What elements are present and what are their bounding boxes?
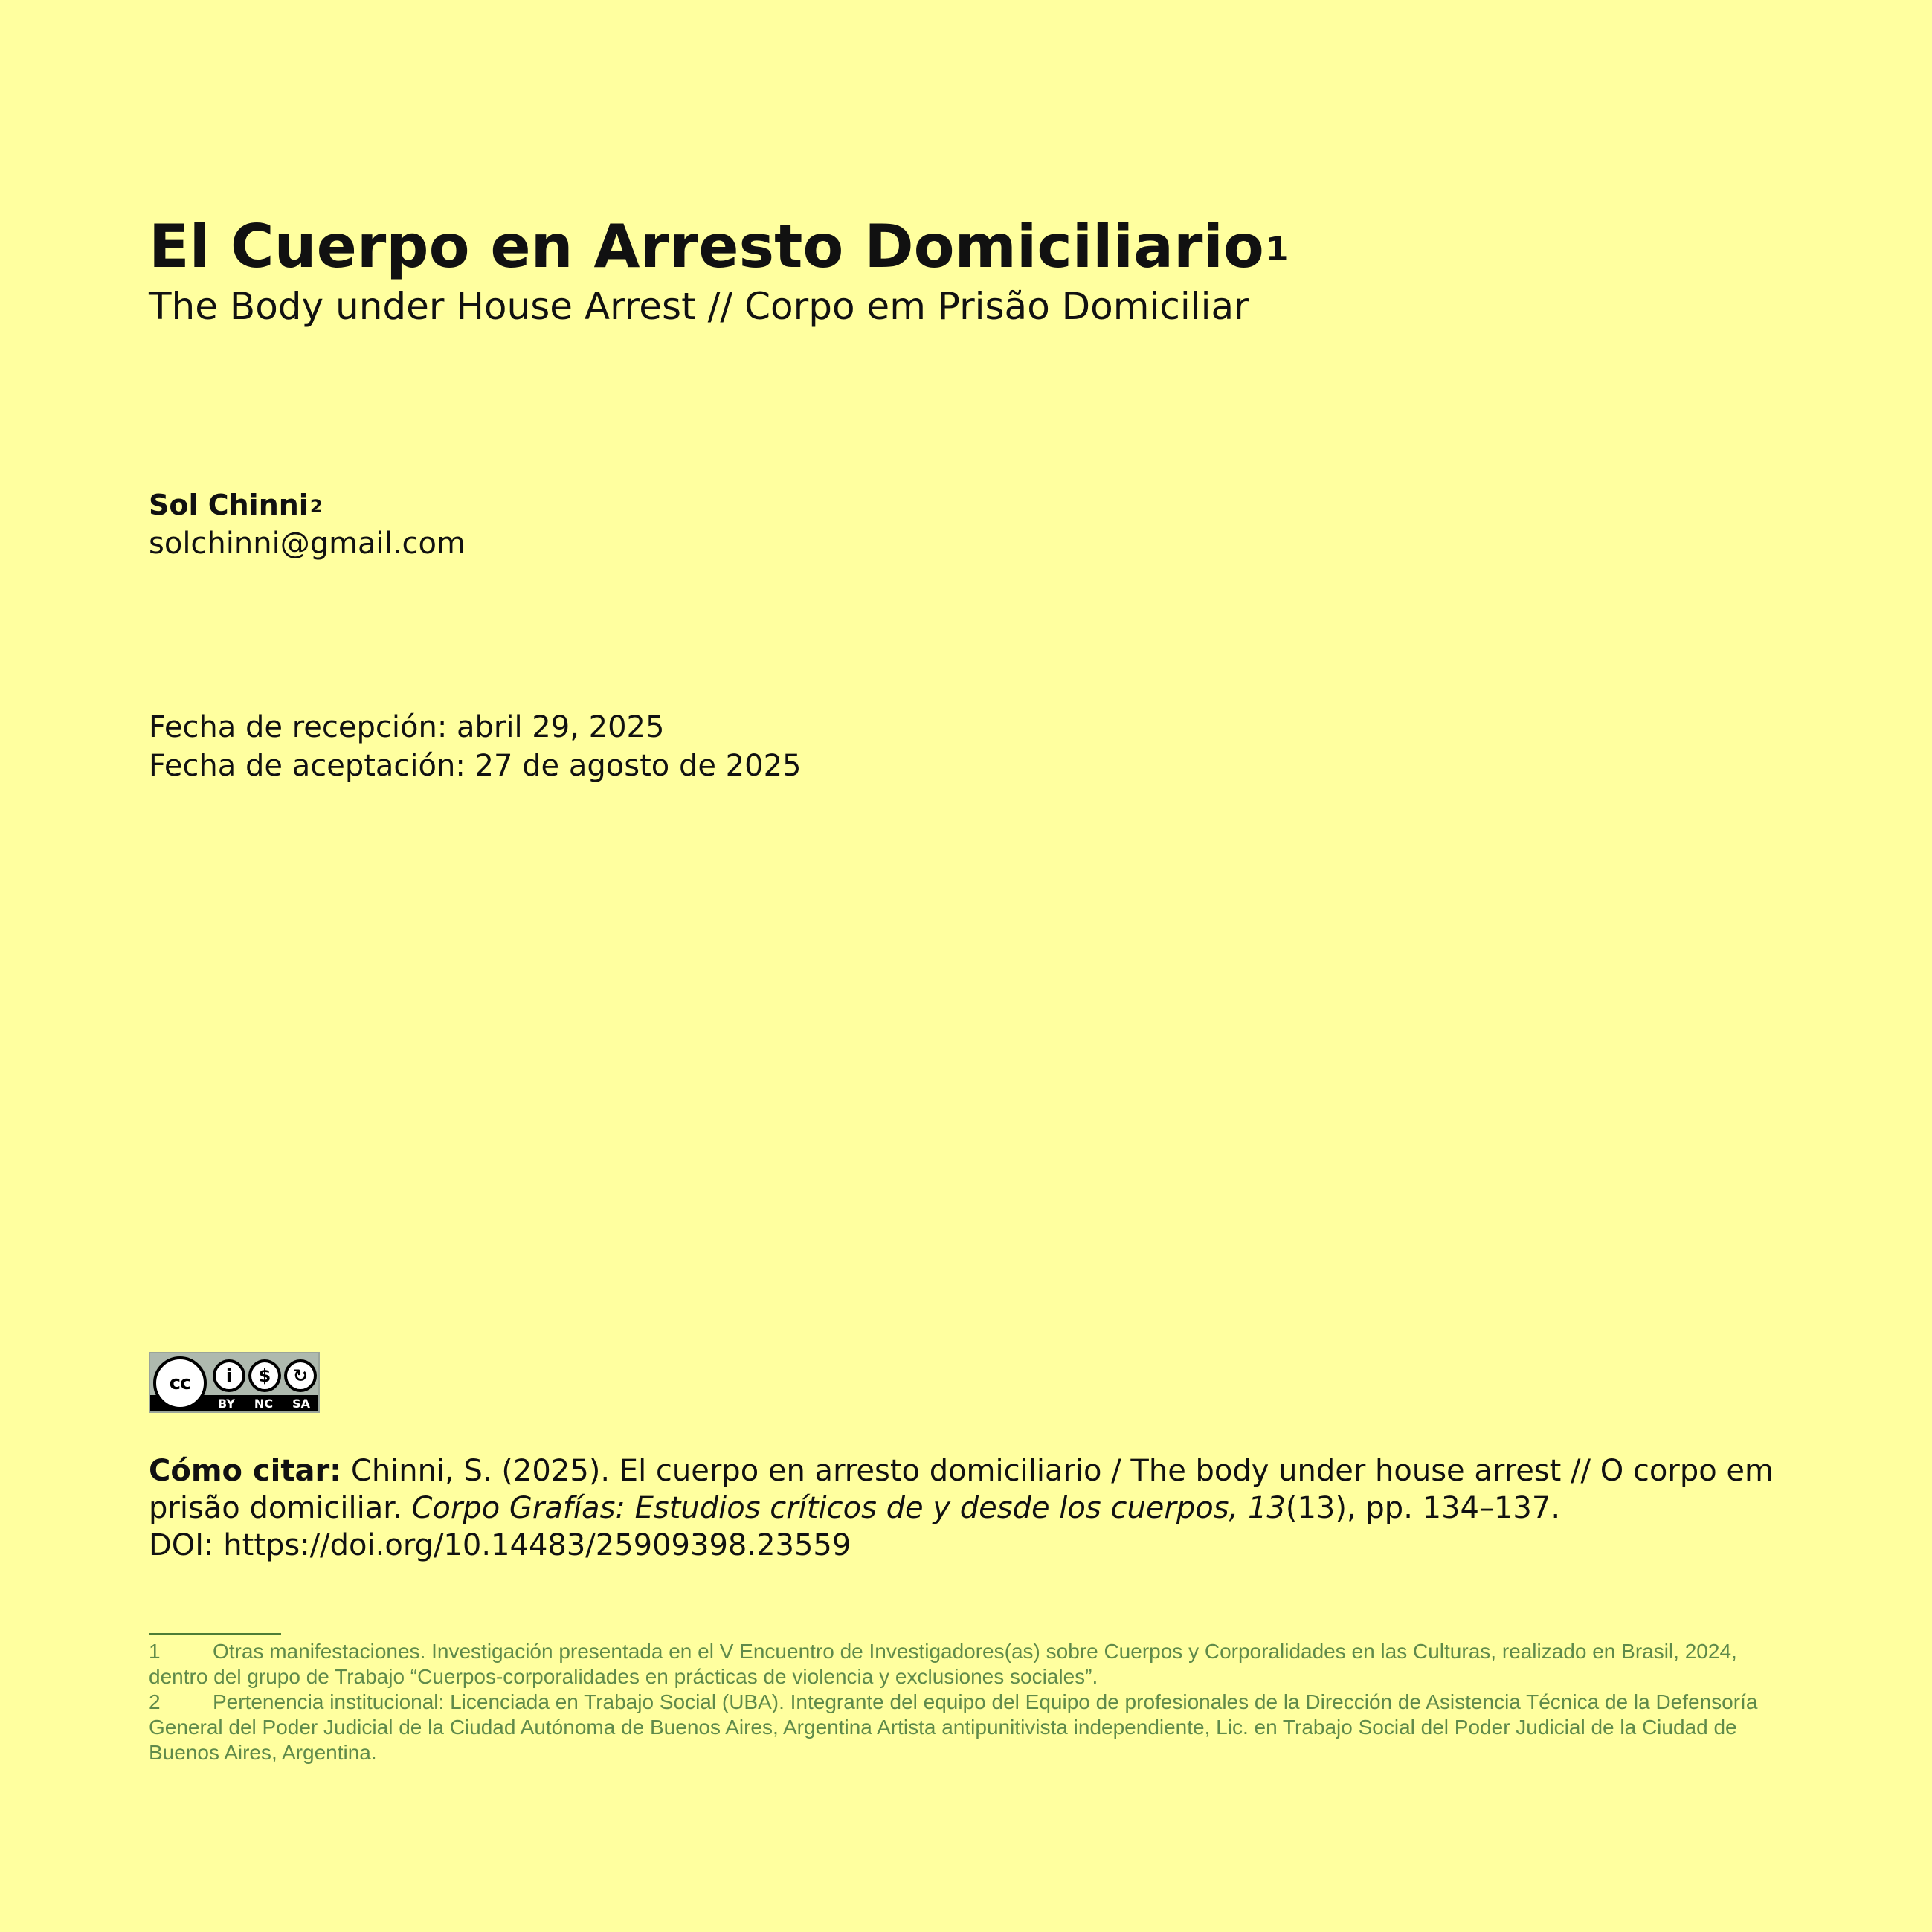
article-title-text: El Cuerpo en Arresto Domiciliario	[149, 212, 1264, 281]
footnote-text: Otras manifestaciones. Investigación presentada en el V Encuentro de Investigadores(as) sobre Cuerpos y Corporalidades en las Culturas, realizado en Brasil, 2024, dentro del grupo de Trabajo “Cuerpos-corporalidades en prácticas de violencia y exclusiones sociales”.	[149, 1640, 1737, 1688]
footnote-text: Pertenencia institucional: Licenciada en Trabajo Social (UBA). Integrante del equipo del Equipo de profesionales de la Dirección de Asistencia Técnica de la Defensoría General del Poder Judicial de la Ciudad Autónoma de Buenos Aires, Argentina Artista antipunitivista independiente, Lic. en Trabajo Social del Poder Judicial de la Ciudad de Buenos Aires, Argentina.	[149, 1690, 1758, 1764]
article-subtitle: The Body under House Arrest // Corpo em Prisão Domiciliar	[149, 285, 1249, 328]
sharealike-icon: ↻	[284, 1359, 317, 1392]
author-footnote-ref[interactable]: 2	[309, 496, 323, 517]
author-name-text: Sol Chinni	[149, 489, 309, 521]
cc-sa-label: SA	[292, 1397, 310, 1411]
date-accepted: Fecha de aceptación: 27 de agosto de 2025	[149, 749, 802, 783]
footnote-number: 2	[149, 1690, 161, 1713]
citation-issue-pages: (13), pp. 134–137.	[1285, 1491, 1561, 1525]
citation-journal: Corpo Grafías: Estudios críticos de y desde los cuerpos, 13	[411, 1491, 1286, 1525]
cc-license-terms	[208, 1397, 320, 1411]
citation-text: Chinni, S. (2025). El cuerpo en arresto domiciliario / The body under house arrest // O corpo em prisão domiciliar.	[149, 1454, 1774, 1525]
citation-label: Cómo citar:	[149, 1454, 342, 1488]
attribution-icon: i	[213, 1359, 245, 1392]
how-to-cite	[149, 1452, 1785, 1564]
cc-logo-icon: cc	[153, 1356, 207, 1410]
footnote-number: 1	[149, 1640, 161, 1663]
author-email[interactable]: solchinni@gmail.com	[149, 527, 466, 561]
footnote-divider	[149, 1633, 281, 1635]
author-name	[149, 485, 323, 525]
title-footnote-ref[interactable]: 1	[1265, 231, 1289, 268]
footnote-item	[149, 1639, 1785, 1690]
article-title	[149, 210, 1288, 284]
noncommercial-icon: $	[248, 1359, 281, 1392]
footnote-item	[149, 1690, 1785, 1765]
footnotes	[149, 1639, 1785, 1765]
citation-doi-link[interactable]: DOI: https://doi.org/10.14483/25909398.23559	[149, 1528, 851, 1562]
date-received: Fecha de recepción: abril 29, 2025	[149, 710, 665, 744]
cc-nc-label: NC	[254, 1397, 274, 1411]
creative-commons-license-badge[interactable]	[149, 1352, 320, 1413]
cc-by-label: BY	[218, 1397, 235, 1411]
